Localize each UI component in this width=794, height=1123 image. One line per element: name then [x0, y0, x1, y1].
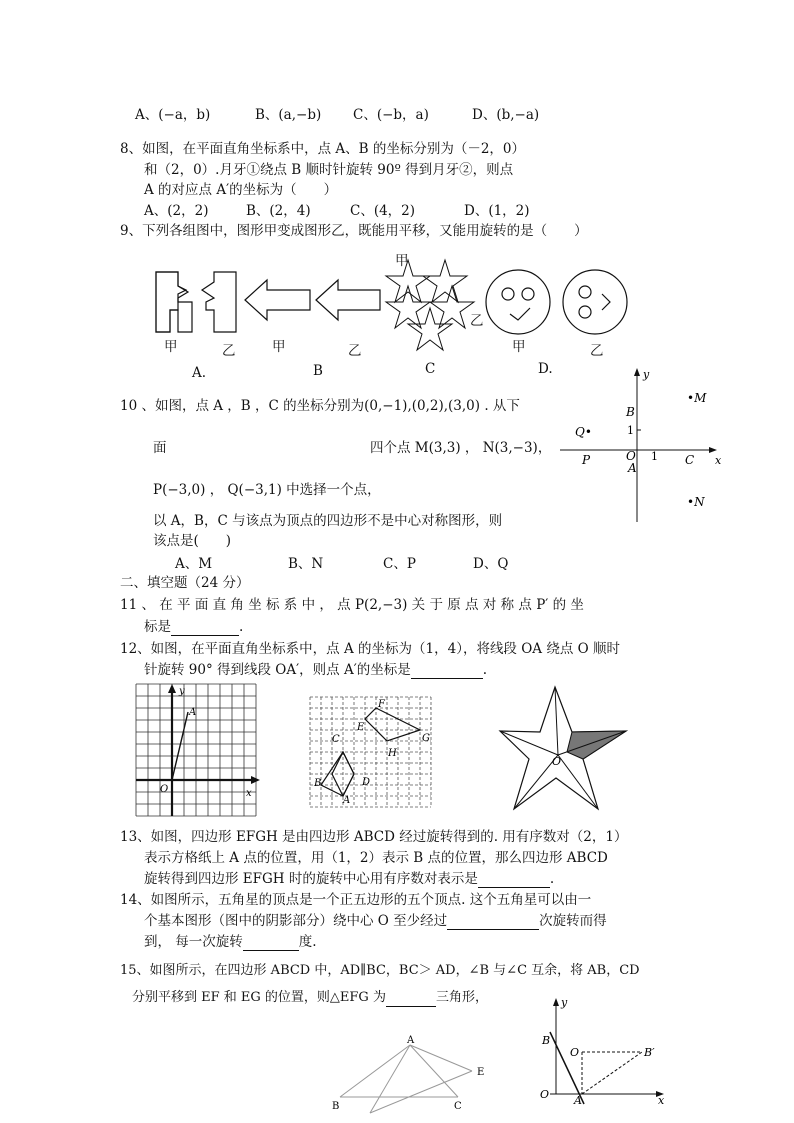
q12-fig-a: A [189, 707, 197, 718]
q12-line2-text: 针旋转 90° 得到线段 OA′，则点 A′的坐标是 [144, 662, 411, 678]
q9-label-jia-c: 甲 [395, 253, 409, 269]
q7-option-d: D、(b,−a) [472, 107, 540, 123]
q8-line2: 和（2，0）.月牙①绕点 B 顺时针旋转 90º 得到月牙②，则点 [144, 162, 514, 178]
q10-fig-p: P [582, 453, 591, 467]
q14-line2b-text: 次旋转而得 [539, 913, 607, 929]
q10-fig-x: x [715, 454, 722, 467]
q15-line1: 15、如图所示，在四边形 ABCD 中，AD∥BC，BC＞ AD，∠B 与∠C 互余，将 AB，CD [120, 963, 640, 978]
q9-figure-d [486, 270, 627, 334]
q13-answer-blank[interactable] [478, 873, 550, 888]
last-fig-a: A [574, 1094, 582, 1107]
q13-line2: 表示方格纸上 A 点的位置，用（1，2）表示 B 点的位置，那么四边形 ABCD [144, 850, 608, 866]
q10-fig-one-y: 1 [627, 424, 634, 437]
q14-line3b-text: 度. [298, 934, 317, 950]
q10-line1: 10 、如图，点 A ，B ，C 的坐标分别为(0,−1),(0,2),(3,0) . 从下 [120, 398, 520, 414]
q14-answer-blank-1[interactable] [447, 915, 539, 930]
q10-coordinate-figure [555, 368, 725, 528]
q11-line2: 标是 . [144, 619, 244, 635]
q13-fig-a: A [343, 795, 351, 806]
q10-option-c: C、P [383, 556, 416, 572]
q8-line3: A 的对应点 A′的坐标为（ ） [144, 182, 338, 198]
q9-figure-c [386, 260, 474, 350]
q14-line3a-text: 到， 每一次旋转 [144, 934, 243, 950]
q13-line1: 13、如图，四边形 EFGH 是由四边形 ABCD 经过旋转得到的. 用有序数对（2，1） [120, 829, 628, 845]
q14-line2-text: 个基本图形（图中的阴影部分）绕中心 O 至少经过 [144, 913, 448, 929]
last-fig-y: y [561, 996, 568, 1009]
q10-fig-a: A [628, 461, 637, 475]
q10-line3: P(−3,0) ， Q(−3,1) 中选择一个点， [153, 482, 381, 498]
q13-line3-text: 旋转得到四边形 EFGH 时的旋转中心用有序数对表示是 [144, 871, 478, 887]
q12-line2: 针旋转 90° 得到线段 OA′，则点 A′的坐标是 . [144, 662, 488, 678]
q12-fig-x: x [246, 788, 252, 799]
q15-fig-a: A [407, 1035, 415, 1046]
q14-fig-o: O [552, 755, 562, 768]
q9-option-d: D. [538, 361, 553, 377]
q9-label-yi-d: 乙 [590, 343, 604, 359]
q12-answer-blank[interactable] [411, 664, 483, 679]
q7-option-a: A、(−a，b) [135, 107, 211, 123]
q13-fig-d: D [362, 777, 371, 788]
q15-fig-e: E [477, 1067, 485, 1078]
q12-fig-o: O [160, 784, 169, 795]
q10-fig-y: y [643, 368, 650, 381]
q13-grid-figure [310, 697, 440, 809]
q10-fig-o: O [626, 449, 636, 463]
q15-fig-c: C [454, 1101, 462, 1112]
q10-fig-n: •N [687, 495, 705, 509]
q13-fig-b: B [314, 778, 322, 789]
q10-fig-b: B [626, 405, 635, 419]
q10-line5: 该点是( ) [153, 533, 232, 549]
q11-answer-blank[interactable] [171, 621, 239, 636]
q7-option-b: B、(a,−b) [255, 107, 322, 123]
q9-label-yi-c: 乙 [470, 313, 484, 329]
q9-option-c: C [425, 361, 436, 377]
last-fig-o2: O [540, 1088, 550, 1101]
q11-line1: 11 、 在 平 面 直 角 坐 标 系 中 ， 点 P(2,−3) 关 于 原 点 对 称 点 P′ 的 坐 [120, 597, 584, 613]
q9-figure-a [156, 272, 236, 332]
q10-option-d: D、Q [473, 556, 509, 572]
q10-fig-c: C [685, 453, 695, 467]
q8-option-c: C、(4，2) [350, 203, 416, 219]
q9-figure-b [245, 280, 380, 320]
q8-option-b: B、(2，4) [246, 203, 311, 219]
q10-fig-m: •M [687, 391, 707, 405]
q13-fig-h: H [388, 748, 397, 759]
q13-fig-g: G [422, 733, 430, 744]
q10-option-a: A、M [175, 556, 213, 572]
last-fig-x: x [658, 1094, 665, 1107]
q14-line2 [144, 912, 607, 930]
q8-option-d: D、(1，2) [464, 203, 530, 219]
q8-line1: 8、如图，在平面直角坐标系中，点 A、B 的坐标分别为（－2，0） [120, 141, 526, 157]
q9-label-yi-a: 乙 [222, 343, 236, 359]
q15-triangle-figure [330, 1035, 495, 1115]
q9-option-b: B [313, 363, 323, 379]
q15-line2-text: 分别平移到 EF 和 EG 的位置，则△EFG 为 [132, 990, 386, 1005]
q14-line1: 14、如图所示，五角星的顶点是一个正五边形的五个顶点. 这个五角星可以由一 [120, 892, 592, 908]
section-2-title: 二、填空题（24 分） [120, 575, 250, 591]
q13-quad-efgh [365, 708, 420, 741]
q10-option-b: B、N [288, 556, 324, 572]
last-fig-o1: O [570, 1046, 580, 1059]
q9-option-a: A. [192, 365, 207, 381]
q12-line1: 12、如图，在平面直角坐标系中，点 A 的坐标为（1，4），将线段 OA 绕点 O 顺时 [120, 641, 620, 657]
q11-line2-text: 标是 [144, 619, 171, 635]
last-fig-b: B [542, 1034, 551, 1047]
last-fig-bp: B′ [644, 1046, 655, 1059]
last-coordinate-figure [530, 998, 670, 1108]
q13-fig-e: E [357, 722, 365, 733]
q9-stem: 9、下列各组图中，图形甲变成图形乙，既能用平移，又能用旋转的是（ ） [120, 223, 588, 239]
q10-line2a: 面 [153, 440, 167, 456]
q13-fig-f: F [378, 699, 385, 710]
q15-answer-blank[interactable] [386, 992, 436, 1007]
q10-line2b: 四个点 M(3,3) ， N(3,−3)， [370, 440, 552, 456]
q10-line4: 以 A，B，C 与该点为顶点的四边形不是中心对称图形，则 [153, 513, 503, 529]
q13-line3: 旋转得到四边形 EFGH 时的旋转中心用有序数对表示是 . [144, 871, 555, 887]
q9-label-jia-a: 甲 [164, 339, 178, 355]
q12-grid-figure [136, 684, 262, 818]
q14-star-figure [500, 685, 630, 813]
q10-fig-one-x: 1 [651, 450, 658, 463]
q7-option-c: C、(−b，a) [353, 107, 429, 123]
q12-fig-y: y [179, 686, 185, 697]
q14-answer-blank-2[interactable] [243, 936, 299, 951]
q15-line2 [132, 989, 488, 1007]
q9-label-jia-d: 甲 [512, 339, 526, 355]
q10-fig-q: Q• [575, 425, 592, 439]
q13-fig-c: C [332, 734, 340, 745]
q14-line3 [144, 933, 317, 951]
q9-label-yi-b: 乙 [348, 343, 362, 359]
q9-label-jia-b: 甲 [272, 339, 286, 355]
q15-line2b-text: 三角形， [435, 990, 488, 1005]
q8-option-a: A、(2，2) [144, 203, 209, 219]
q15-fig-b: B [332, 1101, 340, 1112]
